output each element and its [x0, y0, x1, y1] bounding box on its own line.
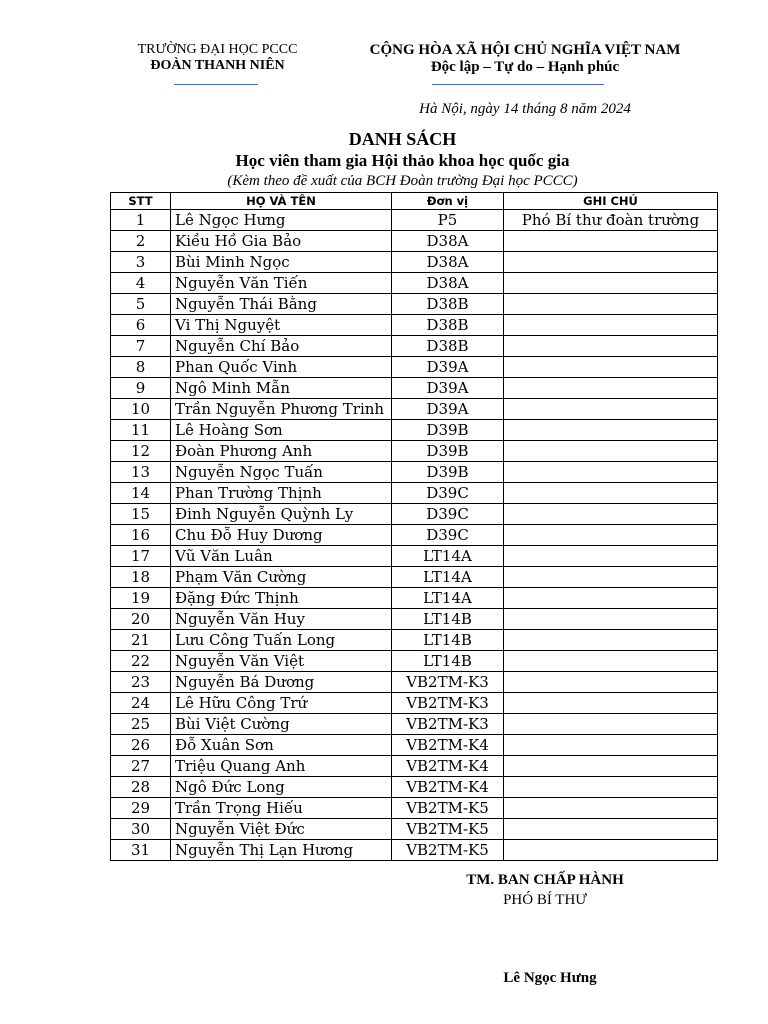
signer-name: Lê Ngọc Hưng: [503, 970, 597, 986]
row-note: [504, 462, 718, 483]
row-unit: LT14B: [392, 651, 504, 672]
row-unit: D39C: [392, 504, 504, 525]
row-note: [504, 231, 718, 252]
row-note: [504, 798, 718, 819]
row-name: Nguyễn Ngọc Tuấn: [171, 462, 392, 483]
row-stt: 24: [111, 693, 171, 714]
row-name: Phạm Văn Cường: [171, 567, 392, 588]
row-note: [504, 504, 718, 525]
row-stt: 29: [111, 798, 171, 819]
row-note: [504, 357, 718, 378]
row-name: Nguyễn Văn Tiến: [171, 273, 392, 294]
table-row: [111, 525, 718, 546]
table-row: [111, 714, 718, 735]
row-stt: 30: [111, 819, 171, 840]
table-row: [111, 798, 718, 819]
row-note: [504, 714, 718, 735]
row-name: Lê Hữu Công Trứ: [171, 693, 392, 714]
row-name: Đoàn Phương Anh: [171, 441, 392, 462]
row-note: [504, 672, 718, 693]
country-name: CỘNG HÒA XÃ HỘI CHỦ NGHĨA VIỆT NAM: [369, 42, 681, 58]
table-row: [111, 504, 718, 525]
row-stt: 21: [111, 630, 171, 651]
signature-role: PHÓ BÍ THƯ: [503, 892, 587, 908]
row-unit: D39B: [392, 420, 504, 441]
row-unit: VB2TM-K5: [392, 819, 504, 840]
row-name: Đặng Đức Thịnh: [171, 588, 392, 609]
row-name: Triệu Quang Anh: [171, 756, 392, 777]
row-unit: D38B: [392, 315, 504, 336]
table-row: [111, 777, 718, 798]
row-name: Nguyễn Bá Dương: [171, 672, 392, 693]
row-note: [504, 840, 718, 861]
row-stt: 13: [111, 462, 171, 483]
row-name: Phan Trường Thịnh: [171, 483, 392, 504]
row-note: [504, 441, 718, 462]
row-note: [504, 525, 718, 546]
table-row: [111, 336, 718, 357]
row-stt: 17: [111, 546, 171, 567]
row-stt: 26: [111, 735, 171, 756]
row-note: [504, 651, 718, 672]
document-note: (Kèm theo đề xuất của BCH Đoàn trường Đại học PCCC): [227, 173, 578, 189]
row-stt: 6: [111, 315, 171, 336]
motto-underline: [432, 84, 604, 85]
table-row: [111, 252, 718, 273]
row-name: Lê Ngọc Hưng: [171, 210, 392, 231]
row-note: [504, 693, 718, 714]
row-unit: D38A: [392, 252, 504, 273]
row-stt: 5: [111, 294, 171, 315]
row-unit: VB2TM-K5: [392, 798, 504, 819]
row-note: [504, 756, 718, 777]
row-stt: 19: [111, 588, 171, 609]
row-stt: 2: [111, 231, 171, 252]
national-header: [335, 42, 715, 76]
row-name: Nguyễn Văn Việt: [171, 651, 392, 672]
organization-header: [100, 42, 335, 74]
header-note: GHI CHÚ: [504, 193, 718, 210]
table-row: [111, 399, 718, 420]
row-note: [504, 630, 718, 651]
row-stt: 9: [111, 378, 171, 399]
table-row: [111, 567, 718, 588]
row-name: Kiều Hồ Gia Bảo: [171, 231, 392, 252]
row-name: Chu Đỗ Huy Dương: [171, 525, 392, 546]
row-stt: 7: [111, 336, 171, 357]
row-name: Nguyễn Thái Bằng: [171, 294, 392, 315]
row-name: Phan Quốc Vinh: [171, 357, 392, 378]
table-row: [111, 819, 718, 840]
row-note: [504, 315, 718, 336]
table-row: [111, 462, 718, 483]
row-unit: VB2TM-K5: [392, 840, 504, 861]
row-unit: VB2TM-K3: [392, 693, 504, 714]
row-note: [504, 735, 718, 756]
header-name: HỌ VÀ TÊN: [171, 193, 392, 210]
row-note: [504, 819, 718, 840]
table-row: [111, 630, 718, 651]
row-note: [504, 252, 718, 273]
row-unit: VB2TM-K4: [392, 777, 504, 798]
row-unit: D39B: [392, 462, 504, 483]
table-row: [111, 357, 718, 378]
row-name: Ngô Đức Long: [171, 777, 392, 798]
row-stt: 12: [111, 441, 171, 462]
national-motto: Độc lập – Tự do – Hạnh phúc: [430, 59, 620, 75]
row-stt: 31: [111, 840, 171, 861]
row-note: [504, 273, 718, 294]
table-row: [111, 609, 718, 630]
row-unit: LT14A: [392, 546, 504, 567]
row-name: Trần Trọng Hiếu: [171, 798, 392, 819]
row-stt: 8: [111, 357, 171, 378]
row-unit: D38B: [392, 336, 504, 357]
row-name: Nguyễn Văn Huy: [171, 609, 392, 630]
row-stt: 16: [111, 525, 171, 546]
document-subtitle: Học viên tham gia Hội thảo khoa học quốc gia: [235, 151, 570, 170]
row-name: Nguyễn Thị Lạn Hương: [171, 840, 392, 861]
row-name: Nguyễn Việt Đức: [171, 819, 392, 840]
row-unit: P5: [392, 210, 504, 231]
left-header-underline: [174, 84, 258, 85]
row-unit: D38B: [392, 294, 504, 315]
table-row: [111, 210, 718, 231]
table-row: [111, 546, 718, 567]
row-note: Phó Bí thư đoàn trường: [504, 210, 718, 231]
row-unit: VB2TM-K4: [392, 735, 504, 756]
row-note: [504, 588, 718, 609]
row-stt: 11: [111, 420, 171, 441]
row-stt: 28: [111, 777, 171, 798]
row-stt: 25: [111, 714, 171, 735]
table-row: [111, 294, 718, 315]
row-note: [504, 777, 718, 798]
row-name: Bùi Việt Cường: [171, 714, 392, 735]
row-name: Ngô Minh Mẫn: [171, 378, 392, 399]
row-name: Vũ Văn Luân: [171, 546, 392, 567]
table-body: [111, 210, 718, 861]
row-unit: D39C: [392, 483, 504, 504]
header-stt: STT: [111, 193, 171, 210]
row-note: [504, 399, 718, 420]
row-stt: 15: [111, 504, 171, 525]
row-unit: VB2TM-K3: [392, 714, 504, 735]
participant-table: [110, 192, 718, 861]
row-stt: 27: [111, 756, 171, 777]
table-row: [111, 483, 718, 504]
row-stt: 23: [111, 672, 171, 693]
row-unit: LT14B: [392, 630, 504, 651]
table-row: [111, 378, 718, 399]
row-name: Vi Thị Nguyệt: [171, 315, 392, 336]
row-name: Đinh Nguyễn Quỳnh Ly: [171, 504, 392, 525]
row-note: [504, 609, 718, 630]
row-unit: D38A: [392, 231, 504, 252]
row-note: [504, 420, 718, 441]
row-unit: LT14B: [392, 609, 504, 630]
row-name: Đỗ Xuân Sơn: [171, 735, 392, 756]
table-row: [111, 672, 718, 693]
row-stt: 14: [111, 483, 171, 504]
document-date: Hà Nội, ngày 14 tháng 8 năm 2024: [419, 101, 631, 117]
table-row: [111, 840, 718, 861]
row-note: [504, 567, 718, 588]
university-name: TRƯỜNG ĐẠI HỌC PCCC: [137, 42, 298, 57]
row-unit: D39C: [392, 525, 504, 546]
table-row: [111, 441, 718, 462]
row-unit: LT14A: [392, 588, 504, 609]
row-note: [504, 294, 718, 315]
row-unit: D39B: [392, 441, 504, 462]
row-unit: D39A: [392, 357, 504, 378]
row-note: [504, 483, 718, 504]
table-row: [111, 273, 718, 294]
youth-union-name: ĐOÀN THANH NIÊN: [150, 58, 285, 73]
row-name: Lưu Công Tuấn Long: [171, 630, 392, 651]
row-stt: 18: [111, 567, 171, 588]
document-title: DANH SÁCH: [348, 129, 457, 149]
row-note: [504, 546, 718, 567]
row-unit: D38A: [392, 273, 504, 294]
row-stt: 20: [111, 609, 171, 630]
row-unit: VB2TM-K3: [392, 672, 504, 693]
table-row: [111, 315, 718, 336]
row-name: Nguyễn Chí Bảo: [171, 336, 392, 357]
row-stt: 22: [111, 651, 171, 672]
row-name: Lê Hoàng Sơn: [171, 420, 392, 441]
row-stt: 3: [111, 252, 171, 273]
table-row: [111, 588, 718, 609]
header-unit: Đơn vị: [392, 193, 504, 210]
row-stt: 1: [111, 210, 171, 231]
row-note: [504, 336, 718, 357]
row-name: Bùi Minh Ngọc: [171, 252, 392, 273]
table-row: [111, 693, 718, 714]
table-header-row: [111, 193, 718, 210]
row-stt: 10: [111, 399, 171, 420]
table-row: [111, 756, 718, 777]
row-name: Trần Nguyễn Phương Trinh: [171, 399, 392, 420]
row-unit: VB2TM-K4: [392, 756, 504, 777]
table-row: [111, 420, 718, 441]
table-row: [111, 735, 718, 756]
row-note: [504, 378, 718, 399]
row-unit: D39A: [392, 378, 504, 399]
signature-title: TM. BAN CHẤP HÀNH: [466, 872, 624, 888]
table-row: [111, 651, 718, 672]
row-stt: 4: [111, 273, 171, 294]
table-row: [111, 231, 718, 252]
row-unit: D39A: [392, 399, 504, 420]
row-unit: LT14A: [392, 567, 504, 588]
